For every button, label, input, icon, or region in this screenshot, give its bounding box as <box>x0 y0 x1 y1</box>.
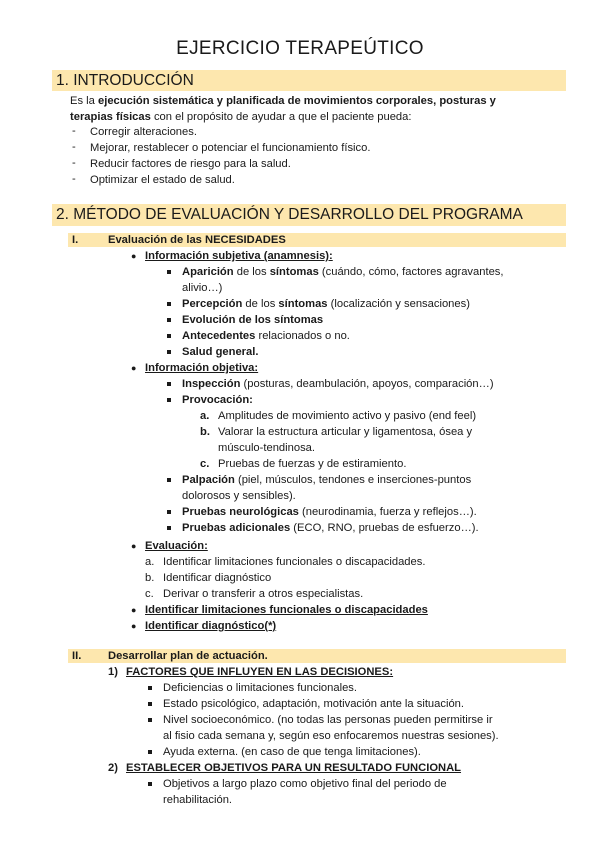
section-2-heading: 2. MÉTODO DE EVALUACIÓN Y DESARROLLO DEL PROGRAMA <box>56 206 523 223</box>
square-bullet-icon <box>167 382 171 386</box>
square-bullet-icon <box>148 702 152 706</box>
square-bullet-icon <box>167 526 171 530</box>
subjective-item-3: Evolución de los síntomas <box>182 314 324 326</box>
subjective-label: Información subjetiva (anamnesis): <box>145 250 333 262</box>
subsection-2-title: ESTABLECER OBJETIVOS PARA UN RESULTADO FUNCIONAL <box>126 762 462 774</box>
evaluation-label: Evaluación: <box>145 540 208 552</box>
subjective-item-1-cont: alivio…) <box>182 282 223 294</box>
part-2-number: II. <box>72 650 82 662</box>
square-bullet-icon <box>167 478 171 482</box>
part-2-title: Desarrollar plan de actuación. <box>108 650 268 662</box>
subjective-item-2: Percepción de los síntomas (localización y sensaciones) <box>182 298 470 310</box>
intro-line-2: terapias físicas con el propósito de ayudar a que el paciente pueda: <box>70 111 412 123</box>
square-bullet-icon <box>148 718 152 722</box>
provocation-a-label: a. <box>200 410 210 422</box>
intro-item-4: Optimizar el estado de salud. <box>90 174 235 186</box>
factor-item-3: Nivel socioeconómico. (no todas las personas pueden permitirse ir <box>163 714 493 726</box>
provocation-b-cont: músculo-tendinosa. <box>218 442 316 454</box>
provocation-a: Amplitudes de movimiento activo y pasivo (end feel) <box>218 410 477 422</box>
bullet-icon: ● <box>131 621 137 631</box>
provocation-b-label: b. <box>200 426 210 438</box>
evaluation-a: Identificar limitaciones funcionales o discapacidades. <box>163 556 426 568</box>
subsection-1-title: FACTORES QUE INFLUYEN EN LAS DECISIONES: <box>126 666 394 678</box>
part-1-number: I. <box>72 234 79 246</box>
subjective-item-5: Salud general. <box>182 346 259 358</box>
objective-label: Información objetiva: <box>145 362 259 374</box>
factor-item-1: Deficiencias o limitaciones funcionales. <box>163 682 358 694</box>
square-bullet-icon <box>167 398 171 402</box>
section-1-heading: 1. INTRODUCCIÓN <box>56 72 194 89</box>
objective-neuro: Pruebas neurológicas (neurodinamia, fuerza y reflejos…). <box>182 506 477 518</box>
square-bullet-icon <box>167 510 171 514</box>
objective-palpation-cont: dolorosos y sensibles). <box>182 490 296 502</box>
dash-icon: - <box>72 141 76 153</box>
square-bullet-icon <box>167 318 171 322</box>
evaluation-b: Identificar diagnóstico <box>163 572 272 584</box>
square-bullet-icon <box>148 782 152 786</box>
bullet-icon: ● <box>131 541 137 551</box>
bullet-icon: ● <box>131 605 137 615</box>
square-bullet-icon <box>167 334 171 338</box>
page-title: EJERCICIO TERAPEÚTICO <box>176 38 424 59</box>
objective-inspection: Inspección (posturas, deambulación, apoyos, comparación…) <box>182 378 494 390</box>
dash-icon: - <box>72 125 76 137</box>
limitations-bullet: Identificar limitaciones funcionales o discapacidades <box>145 604 428 616</box>
square-bullet-icon <box>148 686 152 690</box>
objective-palpation: Palpación (piel, músculos, tendones e inserciones-puntos <box>182 474 472 486</box>
square-bullet-icon <box>167 302 171 306</box>
subsection-2-number: 2) <box>108 762 118 774</box>
objective-additional: Pruebas adicionales (ECO, RNO, pruebas de esfuerzo…). <box>182 522 479 534</box>
intro-item-2: Mejorar, restablecer o potenciar el funcionamiento físico. <box>90 142 371 154</box>
intro-item-1: Corregir alteraciones. <box>90 126 197 138</box>
evaluation-c: Derivar o transferir a otros especialistas. <box>163 588 364 600</box>
bullet-icon: ● <box>131 251 137 261</box>
diagnosis-bullet: Identificar diagnóstico(*) <box>145 620 277 632</box>
bullet-icon: ● <box>131 363 137 373</box>
provocation-c: Pruebas de fuerzas y de estiramiento. <box>218 458 407 470</box>
factor-item-4: Ayuda externa. (en caso de que tenga limitaciones). <box>163 746 421 758</box>
square-bullet-icon <box>148 750 152 754</box>
evaluation-a-label: a. <box>145 556 155 568</box>
evaluation-c-label: c. <box>145 588 154 600</box>
subsection-1-number: 1) <box>108 666 118 678</box>
factor-item-2: Estado psicológico, adaptación, motivación ante la situación. <box>163 698 465 710</box>
provocation-c-label: c. <box>200 458 210 470</box>
square-bullet-icon <box>167 270 171 274</box>
factor-item-3-cont: al fisio cada semana y, según eso enfocaremos nuestras sesiones). <box>163 730 499 742</box>
intro-line-1: Es la ejecución sistemática y planificada de movimientos corporales, posturas y <box>70 95 496 107</box>
dash-icon: - <box>72 173 76 185</box>
intro-item-3: Reducir factores de riesgo para la salud. <box>90 158 291 170</box>
objective-item-1: Objetivos a largo plazo como objetivo final del periodo de <box>163 778 447 790</box>
dash-icon: - <box>72 157 76 169</box>
square-bullet-icon <box>167 350 171 354</box>
provocation-b: Valorar la estructura articular y ligamentosa, ósea y <box>218 426 473 438</box>
subjective-item-1: Aparición de los síntomas (cuándo, cómo, factores agravantes, <box>182 266 504 278</box>
objective-item-1-cont: rehabilitación. <box>163 794 233 806</box>
evaluation-b-label: b. <box>145 572 155 584</box>
part-1-title: Evaluación de las NECESIDADES <box>108 234 286 246</box>
objective-provocation: Provocación: <box>182 394 253 406</box>
subjective-item-4: Antecedentes relacionados o no. <box>182 330 350 342</box>
